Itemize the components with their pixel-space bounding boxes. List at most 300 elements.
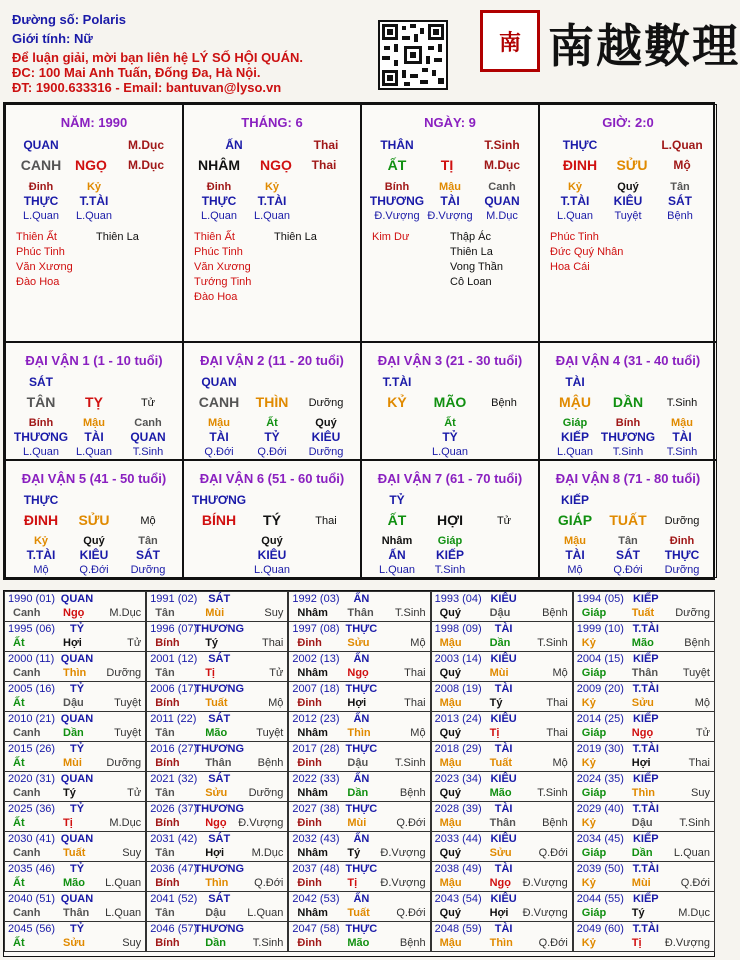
year-phase: Mộ bbox=[410, 637, 426, 649]
hidden-stem: Mậu bbox=[439, 181, 461, 193]
year-branch: Tuất bbox=[63, 847, 86, 859]
year-cell bbox=[4, 621, 146, 652]
year-stem: Canh bbox=[13, 907, 41, 919]
hidden-phase: L.Quan bbox=[75, 210, 113, 222]
year-label: 1992 (03) bbox=[292, 593, 340, 605]
year-phase: L.Quan bbox=[105, 877, 142, 889]
year-stem: Nhâm bbox=[297, 727, 328, 739]
year-label: 2011 (22) bbox=[150, 713, 197, 725]
year-stem: Giáp bbox=[581, 907, 607, 919]
pillar-relation-right: M.Dục bbox=[128, 138, 164, 152]
year-branch: Dậu bbox=[205, 907, 226, 919]
dai-van-chi: MÃO bbox=[433, 394, 467, 410]
pillar-relation-right: L.Quan bbox=[661, 138, 703, 152]
pillar-chi-right: M.Dục bbox=[128, 158, 164, 172]
year-stem: Tân bbox=[155, 847, 175, 859]
year-relation: ẤN bbox=[353, 593, 370, 605]
year-relation: TỶ bbox=[69, 743, 85, 755]
year-stem: Canh bbox=[13, 607, 41, 619]
year-label: 2026 (37) bbox=[150, 803, 198, 815]
year-cell bbox=[4, 801, 146, 832]
dai-van-hidden-phase: Mộ bbox=[567, 564, 583, 576]
year-branch: Mão bbox=[489, 787, 512, 799]
year-label: 2048 (59) bbox=[434, 923, 482, 935]
brand-logo-text: 南越數理 bbox=[548, 19, 740, 73]
year-stem: Đinh bbox=[297, 637, 322, 649]
year-phase: L.Quan bbox=[247, 907, 284, 919]
year-branch: Thìn bbox=[205, 877, 229, 889]
dai-van-title: ĐẠI VẬN 2 (11 - 20 tuổi) bbox=[200, 353, 344, 368]
year-cell bbox=[431, 771, 573, 802]
year-phase: Tuyệt bbox=[256, 727, 284, 739]
year-phase: Q.Đới bbox=[538, 847, 568, 859]
year-phase: Bệnh bbox=[399, 937, 426, 949]
year-stem: Bính bbox=[155, 877, 180, 889]
dai-van-phase: Thai bbox=[315, 515, 337, 527]
dai-van-hidden-phase: T.Sinh bbox=[132, 446, 164, 458]
year-stem: Ất bbox=[13, 757, 25, 769]
dai-van-hidden-stem: Tân bbox=[138, 535, 158, 547]
year-branch: Tý bbox=[205, 637, 219, 649]
star-left: Tướng Tinh bbox=[194, 276, 252, 288]
dai-van-hidden-stem: Giáp bbox=[562, 417, 588, 429]
year-relation: QUAN bbox=[60, 893, 94, 905]
year-stem: Ất bbox=[13, 817, 25, 829]
pillar-can: ẤT bbox=[387, 157, 407, 173]
year-branch: Sửu bbox=[489, 847, 512, 859]
year-relation: TÀI bbox=[494, 923, 513, 935]
dai-van-hidden-god: QUAN bbox=[130, 430, 166, 444]
year-cell bbox=[573, 651, 715, 682]
year-label: 2010 (21) bbox=[8, 713, 56, 725]
year-cell bbox=[146, 591, 288, 622]
year-stem: Quý bbox=[439, 667, 461, 679]
star-left: Đào Hoa bbox=[16, 276, 60, 288]
year-cell bbox=[431, 681, 573, 712]
year-cell bbox=[573, 921, 715, 952]
star-right: Thiên La bbox=[274, 231, 317, 243]
year-label: 2000 (11) bbox=[8, 653, 55, 665]
dai-van-chi: HỢI bbox=[437, 512, 463, 528]
year-label: 2009 (20) bbox=[576, 683, 624, 695]
year-branch: Ngọ bbox=[631, 727, 654, 739]
year-relation: QUAN bbox=[60, 833, 94, 845]
year-stem: Ất bbox=[13, 637, 25, 649]
year-stem: Kỷ bbox=[581, 757, 596, 769]
year-label: 1996 (07) bbox=[150, 623, 198, 635]
pillar-title: GIỜ: 2:0 bbox=[602, 115, 654, 130]
dai-van-cell bbox=[539, 460, 717, 578]
year-phase: Tử bbox=[127, 637, 142, 649]
year-label: 2033 (44) bbox=[434, 833, 482, 845]
star-left: Văn Xương bbox=[16, 261, 73, 273]
year-phase: Đ.Vượng bbox=[380, 877, 426, 889]
year-stem: Bính bbox=[155, 937, 180, 949]
pillar-chi: SỬU bbox=[616, 157, 648, 173]
dai-van-hidden-god: THƯƠNG bbox=[600, 430, 656, 444]
dai-van-hidden-phase: T.Sinh bbox=[666, 446, 698, 458]
year-relation: SÁT bbox=[208, 893, 231, 905]
year-relation: SÁT bbox=[208, 713, 231, 725]
pillar-chi: TỊ bbox=[440, 157, 454, 173]
dai-van-hidden-phase: Dưỡng bbox=[308, 446, 344, 458]
year-branch: Mùi bbox=[63, 757, 82, 769]
dai-van-hidden-god: TỶ bbox=[442, 430, 458, 444]
year-phase: M.Dục bbox=[251, 847, 284, 859]
year-relation: THƯƠNG bbox=[194, 803, 245, 815]
dai-van-relation: T.TÀI bbox=[382, 375, 412, 389]
dai-van-hidden-god: KIÊU bbox=[311, 430, 341, 444]
year-cell bbox=[431, 861, 573, 892]
year-branch: Ngọ bbox=[205, 817, 227, 829]
year-phase: L.Quan bbox=[105, 907, 142, 919]
year-relation: KIÊU bbox=[490, 833, 517, 845]
year-stem: Mậu bbox=[439, 937, 462, 949]
year-label: 2037 (48) bbox=[292, 863, 340, 875]
year-stem: Đinh bbox=[297, 937, 322, 949]
year-label: 2015 (26) bbox=[8, 743, 56, 755]
year-label: 2022 (33) bbox=[292, 773, 340, 785]
year-branch: Sửu bbox=[63, 937, 86, 949]
dai-van-can: GIÁP bbox=[557, 512, 593, 528]
year-stem: Mậu bbox=[439, 637, 462, 649]
year-stem: Canh bbox=[13, 787, 41, 799]
year-cell bbox=[146, 891, 288, 922]
year-branch: Tý bbox=[63, 787, 76, 799]
year-phase: Tuyệt bbox=[114, 697, 142, 709]
year-cell bbox=[573, 831, 715, 862]
year-stem: Quý bbox=[439, 847, 461, 859]
dai-van-title: ĐẠI VẬN 3 (21 - 30 tuổi) bbox=[377, 353, 523, 368]
year-branch: Tị bbox=[63, 817, 73, 829]
year-phase: T.Sinh bbox=[252, 937, 284, 949]
year-relation: TÀI bbox=[494, 623, 513, 635]
dai-van-relation: KIẾP bbox=[560, 493, 590, 507]
year-stem: Giáp bbox=[581, 667, 607, 679]
year-phase: Tuyệt bbox=[682, 667, 710, 679]
dai-van-phase: Bệnh bbox=[491, 397, 517, 409]
year-branch: Dậu bbox=[489, 607, 511, 619]
year-cell bbox=[146, 861, 288, 892]
dai-van-title: ĐẠI VẬN 4 (31 - 40 tuổi) bbox=[555, 353, 701, 368]
year-relation: QUAN bbox=[60, 653, 94, 665]
year-cell bbox=[431, 651, 573, 682]
hidden-god: T.TÀI bbox=[257, 194, 287, 208]
year-branch: Mùi bbox=[347, 817, 367, 829]
year-label: 2045 (56) bbox=[8, 923, 56, 935]
hidden-god: THỰC bbox=[201, 194, 237, 208]
year-branch: Tuất bbox=[489, 757, 512, 769]
year-cell bbox=[573, 621, 715, 652]
hidden-god: T.TÀI bbox=[560, 194, 590, 208]
year-label: 2008 (19) bbox=[434, 683, 482, 695]
year-branch: Hợi bbox=[63, 637, 82, 649]
dai-van-chi: TÝ bbox=[263, 512, 281, 528]
pillar-relation: ẤN bbox=[225, 138, 243, 152]
year-label: 2036 (47) bbox=[150, 863, 198, 875]
year-branch: Ngọ bbox=[347, 667, 369, 679]
year-relation: THƯƠNG bbox=[194, 683, 245, 695]
pillar-can: CANH bbox=[20, 157, 62, 173]
dai-van-phase: T.Sinh bbox=[666, 397, 698, 409]
star-left: Hoa Cái bbox=[550, 261, 590, 273]
year-label: 2038 (49) bbox=[434, 863, 482, 875]
year-label: 2031 (42) bbox=[150, 833, 198, 845]
year-phase: Q.Đới bbox=[680, 877, 710, 889]
year-stem: Canh bbox=[13, 847, 41, 859]
year-phase: Bệnh bbox=[684, 637, 710, 649]
year-cell bbox=[288, 891, 430, 922]
gender: Giới tính: Nữ bbox=[12, 31, 93, 46]
dai-van-hidden-phase: L.Quan bbox=[253, 564, 291, 576]
year-label: 1999 (10) bbox=[576, 623, 624, 635]
year-stem: Nhâm bbox=[297, 907, 328, 919]
year-stem: Đinh bbox=[297, 697, 322, 709]
dai-van-hidden-stem: Kỷ bbox=[33, 535, 49, 547]
dai-van-hidden-phase: L.Quan bbox=[75, 446, 113, 458]
dai-van-cell bbox=[539, 342, 717, 460]
year-relation: T.TÀI bbox=[632, 623, 659, 635]
year-phase: Bệnh bbox=[542, 607, 568, 619]
year-phase: Bệnh bbox=[542, 817, 568, 829]
hidden-stem: Quý bbox=[617, 181, 639, 193]
header bbox=[0, 0, 740, 100]
year-phase: Tuyệt bbox=[114, 727, 142, 739]
dai-van-relation: THƯƠNG bbox=[191, 493, 247, 507]
year-relation: THƯƠNG bbox=[194, 923, 245, 935]
year-branch: Mùi bbox=[631, 877, 651, 889]
dai-van-can: ẤT bbox=[387, 512, 407, 528]
year-stem: Ất bbox=[13, 697, 25, 709]
year-cell bbox=[573, 771, 715, 802]
year-relation: THƯƠNG bbox=[194, 623, 245, 635]
year-relation: QUAN bbox=[60, 773, 94, 785]
year-cell bbox=[4, 921, 146, 952]
year-stem: Canh bbox=[13, 727, 41, 739]
dai-van-hidden-stem: Tân bbox=[618, 535, 638, 547]
pillar-chi-right: Mộ bbox=[673, 158, 691, 172]
hidden-god: SÁT bbox=[668, 194, 692, 208]
year-stem: Quý bbox=[439, 607, 461, 619]
star-left: Văn Xương bbox=[194, 261, 251, 273]
dai-van-hidden-phase: Q.Đới bbox=[613, 564, 643, 576]
dai-van-hidden-god: SÁT bbox=[136, 548, 160, 562]
year-label: 2021 (32) bbox=[150, 773, 198, 785]
dai-van-hidden-god: KIẾP bbox=[435, 548, 465, 562]
dai-van-hidden-stem: Bính bbox=[28, 417, 54, 429]
hidden-phase: Đ.Vượng bbox=[427, 210, 473, 222]
dai-van-hidden-phase: L.Quan bbox=[431, 446, 469, 458]
year-branch: Hợi bbox=[347, 697, 367, 709]
dai-van-hidden-god: TÀI bbox=[84, 430, 104, 444]
pillar-title: NGÀY: 9 bbox=[424, 115, 476, 130]
year-phase: Dưỡng bbox=[675, 607, 710, 619]
year-branch: Ngọ bbox=[63, 607, 85, 619]
hidden-stem: Đinh bbox=[206, 181, 232, 193]
year-branch: Mùi bbox=[489, 667, 509, 679]
year-cell bbox=[573, 681, 715, 712]
dai-van-hidden-phase: T.Sinh bbox=[612, 446, 644, 458]
year-cell bbox=[146, 711, 288, 742]
dai-van-relation: TÀI bbox=[565, 375, 585, 389]
year-label: 2029 (40) bbox=[576, 803, 624, 815]
year-branch: Thìn bbox=[347, 727, 371, 739]
year-branch: Tuất bbox=[205, 697, 228, 709]
pillar-can: NHÂM bbox=[198, 157, 240, 173]
year-cell bbox=[146, 621, 288, 652]
dai-van-hidden-stem: Đinh bbox=[669, 535, 695, 547]
year-cell bbox=[146, 801, 288, 832]
dai-van-hidden-phase: Dưỡng bbox=[664, 564, 700, 576]
year-branch: Mão bbox=[347, 937, 370, 949]
year-label: 2019 (30) bbox=[576, 743, 624, 755]
year-label: 2013 (24) bbox=[434, 713, 482, 725]
year-cell bbox=[4, 741, 146, 772]
year-branch: Mão bbox=[631, 637, 654, 649]
year-relation: QUAN bbox=[60, 713, 94, 725]
dai-van-hidden-god: TÀI bbox=[565, 548, 585, 562]
year-relation: THỰC bbox=[345, 863, 378, 875]
year-label: 2004 (15) bbox=[576, 653, 624, 665]
dai-van-hidden-stem: Giáp bbox=[437, 535, 463, 547]
dai-van-hidden-phase: Dưỡng bbox=[130, 564, 166, 576]
year-phase: Bệnh bbox=[399, 787, 426, 799]
dai-van-can: KỶ bbox=[387, 394, 407, 410]
year-relation: ẤN bbox=[353, 773, 370, 785]
year-label: 2006 (17) bbox=[150, 683, 198, 695]
pillar-cell bbox=[539, 104, 717, 342]
star-left: Thiên Ất bbox=[194, 231, 235, 243]
year-phase: Mộ bbox=[552, 667, 568, 679]
year-phase: Q.Đới bbox=[396, 907, 426, 919]
year-relation: SÁT bbox=[208, 773, 231, 785]
year-stem: Quý bbox=[439, 907, 461, 919]
year-relation: THỰC bbox=[345, 683, 378, 695]
year-stem: Bính bbox=[155, 697, 180, 709]
year-label: 2047 (58) bbox=[292, 923, 340, 935]
year-branch: Tý bbox=[631, 907, 645, 919]
dai-van-chi: TỴ bbox=[85, 394, 103, 410]
chart-name: Đường số: Polaris bbox=[12, 12, 127, 27]
year-branch: Tuất bbox=[347, 907, 370, 919]
year-label: 2032 (43) bbox=[292, 833, 340, 845]
year-relation: T.TÀI bbox=[632, 803, 659, 815]
dai-van-relation: TỶ bbox=[389, 493, 405, 507]
year-label: 2041 (52) bbox=[150, 893, 198, 905]
year-phase: Dưỡng bbox=[106, 757, 142, 769]
hidden-phase: M.Dục bbox=[486, 210, 518, 222]
hidden-stem: Tân bbox=[670, 181, 690, 193]
year-stem: Tân bbox=[155, 727, 175, 739]
year-cell bbox=[146, 771, 288, 802]
dai-van-hidden-phase: L.Quan bbox=[22, 446, 60, 458]
hidden-phase: L.Quan bbox=[200, 210, 238, 222]
year-stem: Giáp bbox=[581, 727, 607, 739]
dai-van-chi: SỬU bbox=[78, 512, 110, 528]
year-stem: Ất bbox=[13, 877, 25, 889]
hidden-phase: L.Quan bbox=[253, 210, 291, 222]
year-cell bbox=[288, 651, 430, 682]
year-branch: Sửu bbox=[205, 787, 228, 799]
hidden-stem: Kỷ bbox=[264, 181, 280, 193]
year-label: 2020 (31) bbox=[8, 773, 56, 785]
year-cell bbox=[146, 741, 288, 772]
dai-van-cell bbox=[5, 460, 183, 578]
dai-van-cell bbox=[361, 460, 539, 578]
year-relation: THỰC bbox=[345, 743, 378, 755]
year-label: 2035 (46) bbox=[8, 863, 56, 875]
year-stem: Đinh bbox=[297, 817, 322, 829]
year-branch: Tuất bbox=[631, 607, 655, 619]
year-branch: Tị bbox=[631, 937, 642, 949]
year-relation: TÀI bbox=[494, 683, 513, 695]
year-relation: TÀI bbox=[494, 743, 513, 755]
year-label: 1997 (08) bbox=[292, 623, 340, 635]
year-label: 2043 (54) bbox=[434, 893, 482, 905]
year-branch: Tị bbox=[347, 877, 358, 889]
year-stem: Nhâm bbox=[297, 847, 328, 859]
seal-logo-icon bbox=[480, 10, 540, 72]
year-branch: Tị bbox=[489, 727, 500, 739]
year-branch: Dậu bbox=[631, 817, 653, 829]
dai-van-can: CANH bbox=[198, 394, 240, 410]
dai-van-hidden-phase: L.Quan bbox=[556, 446, 594, 458]
hidden-stem: Đinh bbox=[28, 181, 54, 193]
year-label: 1994 (05) bbox=[576, 593, 624, 605]
star-right: Thiên La bbox=[450, 246, 493, 258]
dai-van-hidden-stem: Nhâm bbox=[381, 535, 413, 547]
year-relation: T.TÀI bbox=[632, 683, 659, 695]
hidden-stem: Canh bbox=[488, 181, 516, 193]
year-phase: Tử bbox=[127, 787, 142, 799]
year-cell bbox=[146, 921, 288, 952]
year-relation: TỶ bbox=[69, 923, 85, 935]
year-relation: KIÊU bbox=[490, 653, 517, 665]
year-branch: Mùi bbox=[205, 607, 225, 619]
year-branch: Hợi bbox=[489, 907, 509, 919]
year-relation: THỰC bbox=[345, 623, 378, 635]
dai-van-hidden-stem: Mậu bbox=[208, 417, 230, 429]
year-cell bbox=[431, 801, 573, 832]
dai-van-hidden-stem: Mậu bbox=[671, 417, 693, 429]
year-cell bbox=[431, 831, 573, 862]
hidden-god: THƯƠNG bbox=[369, 194, 425, 208]
year-cell bbox=[288, 681, 430, 712]
year-relation: SÁT bbox=[208, 833, 231, 845]
year-stem: Nhâm bbox=[297, 667, 328, 679]
dai-van-relation: THỰC bbox=[23, 493, 59, 507]
year-stem: Quý bbox=[439, 727, 461, 739]
dai-van-can: MẬU bbox=[559, 394, 591, 410]
pillar-chi-right: Thai bbox=[311, 158, 337, 172]
year-cell bbox=[431, 591, 573, 622]
year-phase: Suy bbox=[122, 937, 142, 949]
year-phase: L.Quan bbox=[673, 847, 710, 859]
year-label: 2044 (55) bbox=[576, 893, 624, 905]
star-left: Phúc Tinh bbox=[550, 231, 599, 243]
hidden-god: THỰC bbox=[23, 194, 59, 208]
year-stem: Nhâm bbox=[297, 607, 328, 619]
dai-van-phase: Mộ bbox=[140, 515, 156, 527]
year-relation: TỶ bbox=[69, 683, 85, 695]
year-phase: Thai bbox=[404, 697, 426, 709]
year-label: 1998 (09) bbox=[434, 623, 482, 635]
year-branch: Ngọ bbox=[489, 877, 511, 889]
year-branch: Thân bbox=[205, 757, 232, 769]
hidden-phase: Tuyệt bbox=[614, 210, 642, 222]
year-label: 2039 (50) bbox=[576, 863, 624, 875]
year-stem: Tân bbox=[155, 907, 175, 919]
